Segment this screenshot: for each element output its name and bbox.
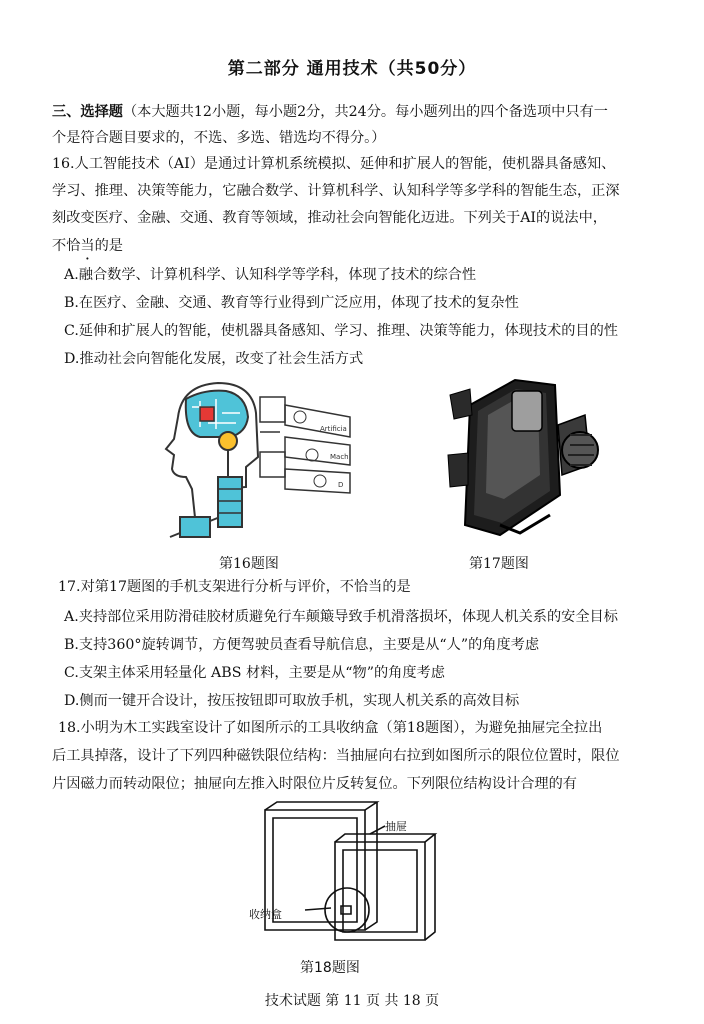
q16-option-c: C.延伸和扩展人的智能，使机器具备感知、学习、推理、决策等能力，体现技术的目的性 [64,323,618,339]
ai-head-illustration [160,377,355,542]
box-label: 收纳盒 [249,908,282,921]
fig16-label-2: Mach [330,453,349,461]
phone-holder-illustration [440,375,610,540]
part-title: 第二部分 通用技术（共50分） [227,59,477,79]
q16-stem-line-3: 刻改变医疗、金融、交通、教育等领域，推动社会向智能化迈进。下列关于AI的说法中， [52,210,607,226]
q17-stem: 17.对第17题图的手机支架进行分析与评价，不恰当的是 [58,579,411,595]
section-heading: 三、选择题 [52,104,123,120]
storage-box-diagram [245,800,445,950]
q18-stem-line-2: 后工具掉落，设计了下列四种磁铁限位结构：当抽屉向右拉到如图所示的限位位置时，限位 [52,748,620,764]
q17-option-a: A.夹持部位采用防滑硅胶材质避免行车颠簸导致手机滑落损坏，体现人机关系的安全目标 [64,609,618,625]
q16-option-b: B.在医疗、金融、交通、教育等行业得到广泛应用，体现了技术的复杂性 [64,295,519,311]
q16-emphasis: 不恰当的是 · [52,238,123,254]
q18-stem-line-1: 18.小明为木工实践室设计了如图所示的工具收纳盒（第18题图），为避免抽屉完全拉出 [58,720,603,736]
q16-option-d: D.推动社会向智能化发展，改变了社会生活方式 [64,351,364,367]
page-footer: 技术试题 第 11 页 共 18 页 [264,993,440,1009]
q17-option-c: C.支架主体采用轻量化 ABS 材料，主要是从“物”的角度考虑 [64,665,445,681]
fig16-label-1: Artificia [320,425,347,433]
fig16-caption: 第16题图 [219,556,279,572]
fig16-label-3: D [338,481,344,489]
fig18-caption: 第18题图 [300,960,360,976]
section-desc: （本大题共12小题，每小题2分，共24分。每小题列出的四个备选项中只有一 [122,104,608,120]
drawer-label: 抽屉 [385,820,407,833]
fig17-caption: 第17题图 [469,556,529,572]
q18-stem-line-3: 片因磁力而转动限位；抽屉向左推入时限位片反转复位。下列限位结构设计合理的有 [52,776,577,792]
q16-option-a: A.融合数学、计算机科学、认知科学等学科，体现了技术的综合性 [64,267,477,283]
q16-stem-line-1: 16.人工智能技术（AI）是通过计算机系统模拟、延伸和扩展人的智能，使机器具备感知、 [52,156,616,172]
q16-stem-line-4 [52,236,692,256]
q16-stem-line-2: 学习、推理、决策等能力，它融合数学、计算机科学、认知科学等多学科的智能生态，正深 [52,183,620,199]
q17-option-b: B.支持360°旋转调节，方便驾驶员查看导航信息，主要是从“人”的角度考虑 [64,637,540,653]
q17-option-d: D.侧而一键开合设计，按压按钮即可取放手机，实现人机关系的高效目标 [64,693,520,709]
section-intro-line-1 [52,102,692,122]
section-intro-line-2: 个是符合题目要求的，不选、多选、错选均不得分。） [52,130,386,146]
